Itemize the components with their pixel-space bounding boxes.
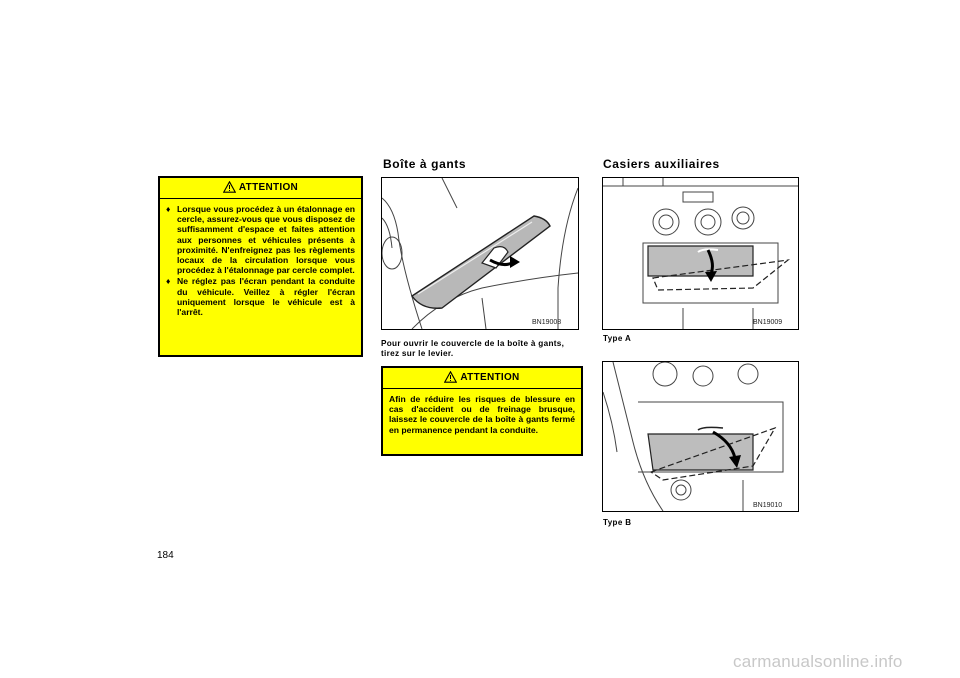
figure-code: BN19009 — [753, 319, 783, 326]
auxiliary-box-b-illustration — [603, 362, 798, 511]
attention-header — [160, 178, 361, 199]
attention-bullet-text: Ne réglez pas l'écran pendant la conduite du véhicule. Veillez à régler l'écran uniquement lorsque le véhicule est à l'arrêt. — [177, 276, 355, 318]
attention-body — [160, 199, 361, 324]
attention-text: Afin de réduire les risques de blessure en cas d'accident ou de freinage brusque, laissez le couvercle de la boîte à gants fermé en permanence pendant la conduite. — [389, 394, 575, 435]
warning-triangle-icon — [444, 371, 457, 383]
figure-code: BN19010 — [753, 502, 783, 509]
auxiliary-box-figure-type-a — [602, 177, 799, 330]
attention-body — [383, 389, 581, 441]
section-title-auxiliary-boxes: Casiers auxiliaires — [603, 157, 720, 171]
attention-title: ATTENTION — [460, 372, 520, 383]
attention-bullet-text: Lorsque vous procédez à un étalonnage en cercle, assurez-vous que vous disposez de suffisamment d'espace et faites attention aux personnes et véhicules présents à proximité. N'enfreignez pas les règlements locaux de la circulation lorsque vous procédez à l'étalonnage par cercle complet. — [177, 204, 355, 276]
figure-code: BN19008 — [532, 319, 562, 326]
type-b-label: Type B — [603, 518, 632, 527]
attention-box-middle — [381, 366, 583, 456]
attention-title: ATTENTION — [238, 182, 299, 193]
footer-watermark: carmanualsonline.info — [733, 652, 903, 671]
bullet-diamond-icon: ♦ — [166, 276, 171, 287]
auxiliary-box-figure-type-b — [602, 361, 799, 512]
attention-header — [383, 368, 581, 389]
warning-triangle-icon — [223, 181, 236, 193]
section-title-glovebox: Boîte à gants — [383, 157, 467, 171]
page-number: 184 — [157, 550, 174, 561]
attention-bullet — [166, 204, 355, 275]
attention-bullet — [166, 276, 355, 317]
auxiliary-box-a-illustration — [603, 178, 798, 329]
attention-box-left — [158, 176, 363, 357]
type-a-label: Type A — [603, 334, 632, 343]
glovebox-caption: Pour ouvrir le couvercle de la boîte à gants, tirez sur le levier. — [381, 339, 565, 358]
glovebox-figure — [381, 177, 579, 330]
glovebox-illustration — [382, 178, 578, 329]
bullet-diamond-icon: ♦ — [166, 204, 171, 214]
